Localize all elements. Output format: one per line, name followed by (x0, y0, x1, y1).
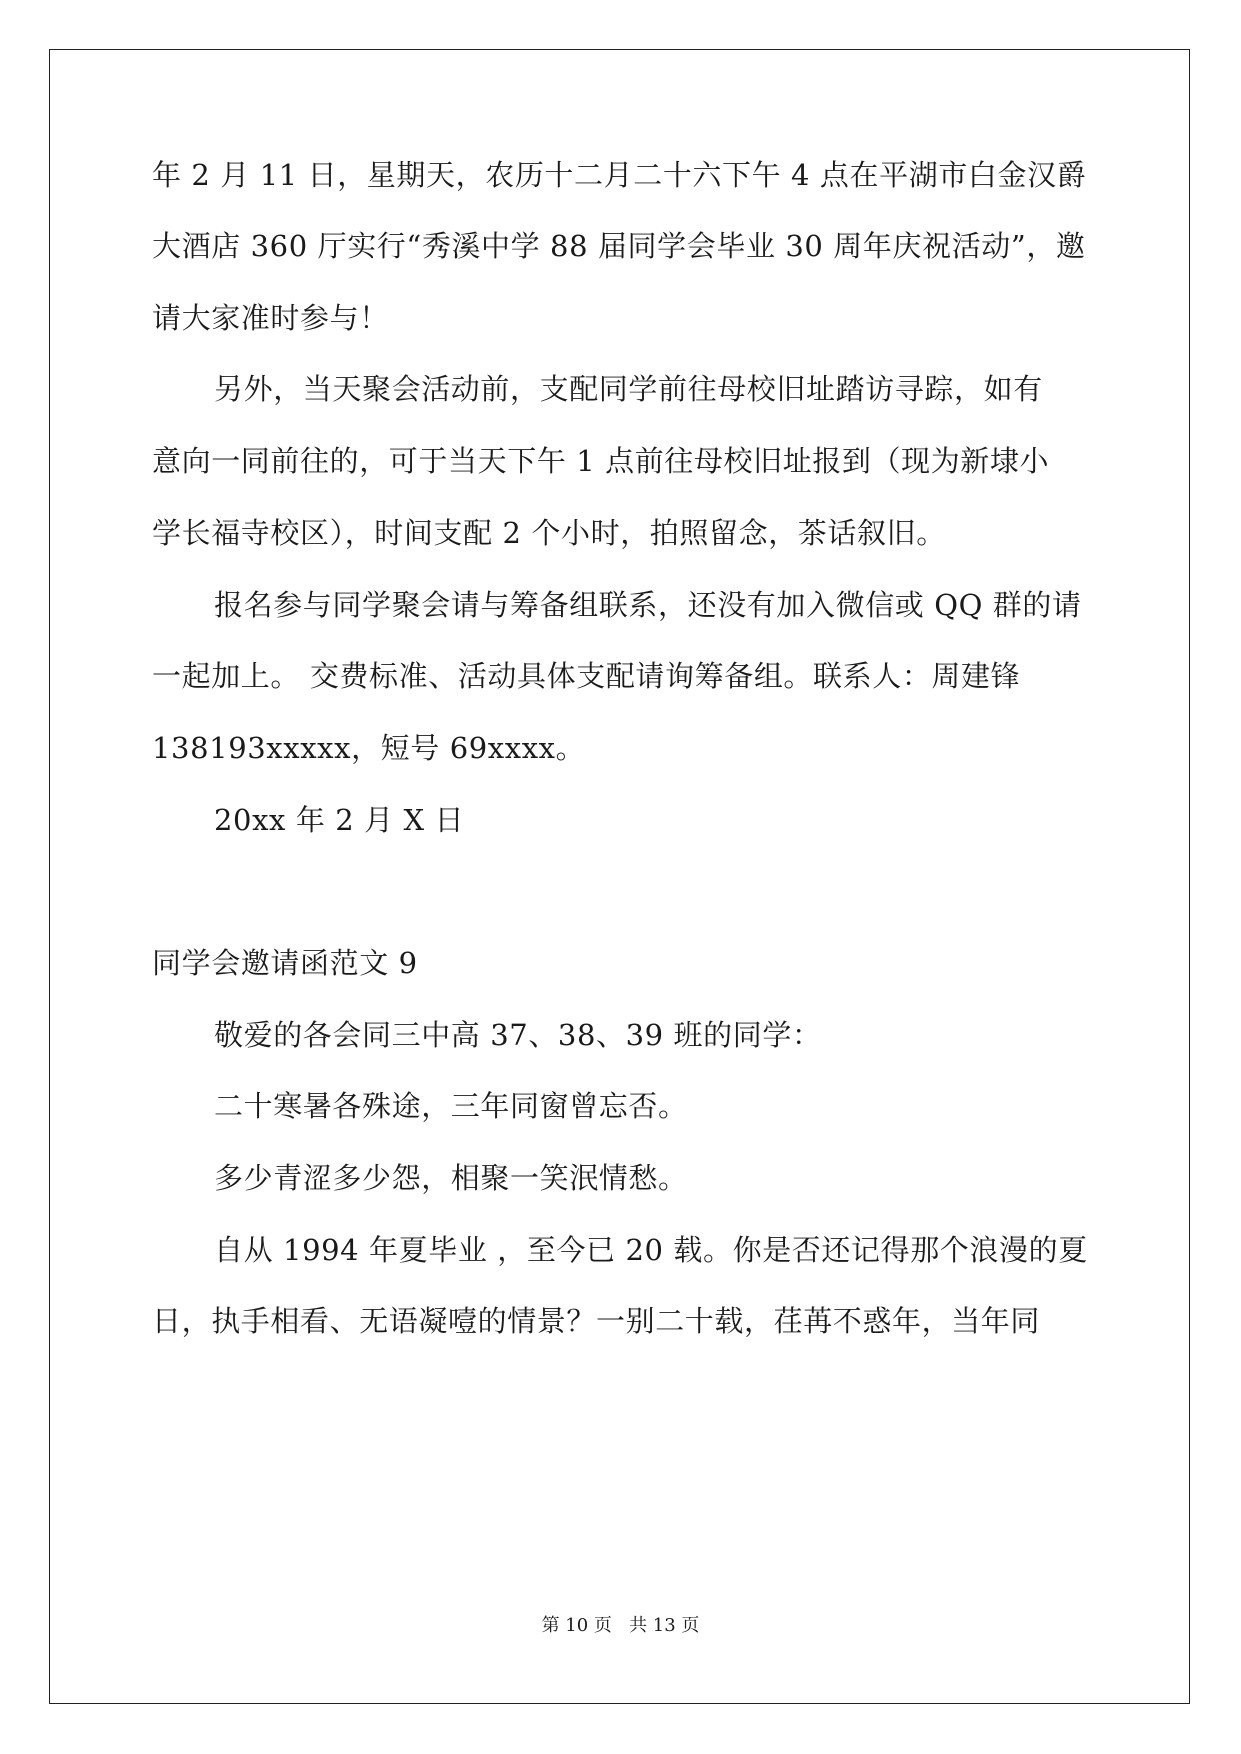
date-line: 20xx 年 2 月 X 日 (214, 803, 465, 837)
text-line: 大酒店 360 厅实行“秀溪中学 88 届同学会毕业 30 周年庆祝活动”，邀 (152, 229, 1086, 263)
page-border (49, 49, 1190, 1704)
paragraph-start: 自从 1994 年夏毕业 ，至今已 20 载。你是否还记得那个浪漫的夏 (214, 1233, 1088, 1267)
poem-line: 二十寒暑各殊途，三年同窗曾忘否。 (214, 1089, 688, 1123)
paragraph-start: 另外，当天聚会活动前，支配同学前往母校旧址踏访寻踪，如有 (214, 372, 1043, 406)
text-line: 请大家准时参与！ (152, 301, 389, 335)
paragraph-start: 报名参与同学聚会请与筹备组联系，还没有加入微信或 QQ 群的请 (214, 588, 1082, 622)
section-title: 同学会邀请函范文 9 (152, 946, 418, 980)
text-line: 日，执手相看、无语凝噎的情景？一别二十载，荏苒不惑年，当年同 (152, 1304, 1041, 1338)
text-line: 一起加上。 交费标准、活动具体支配请询筹备组。联系人：周建锋 (152, 659, 1021, 693)
poem-line: 多少青涩多少怨，相聚一笑泯情愁。 (214, 1161, 688, 1195)
salutation: 敬爱的各会同三中高 37、38、39 班的同学： (214, 1018, 822, 1052)
page-footer: 第 10 页 共 13 页 (541, 1615, 700, 1636)
text-line: 年 2 月 11 日，星期天，农历十二月二十六下午 4 点在平湖市白金汉爵 (152, 158, 1087, 192)
text-line: 138193xxxxx，短号 69xxxx。 (152, 731, 586, 765)
text-line: 学长福寺校区），时间支配 2 个小时，拍照留念，茶话叙旧。 (152, 516, 946, 550)
text-line: 意向一同前往的，可于当天下午 1 点前往母校旧址报到（现为新埭小 (152, 444, 1050, 478)
